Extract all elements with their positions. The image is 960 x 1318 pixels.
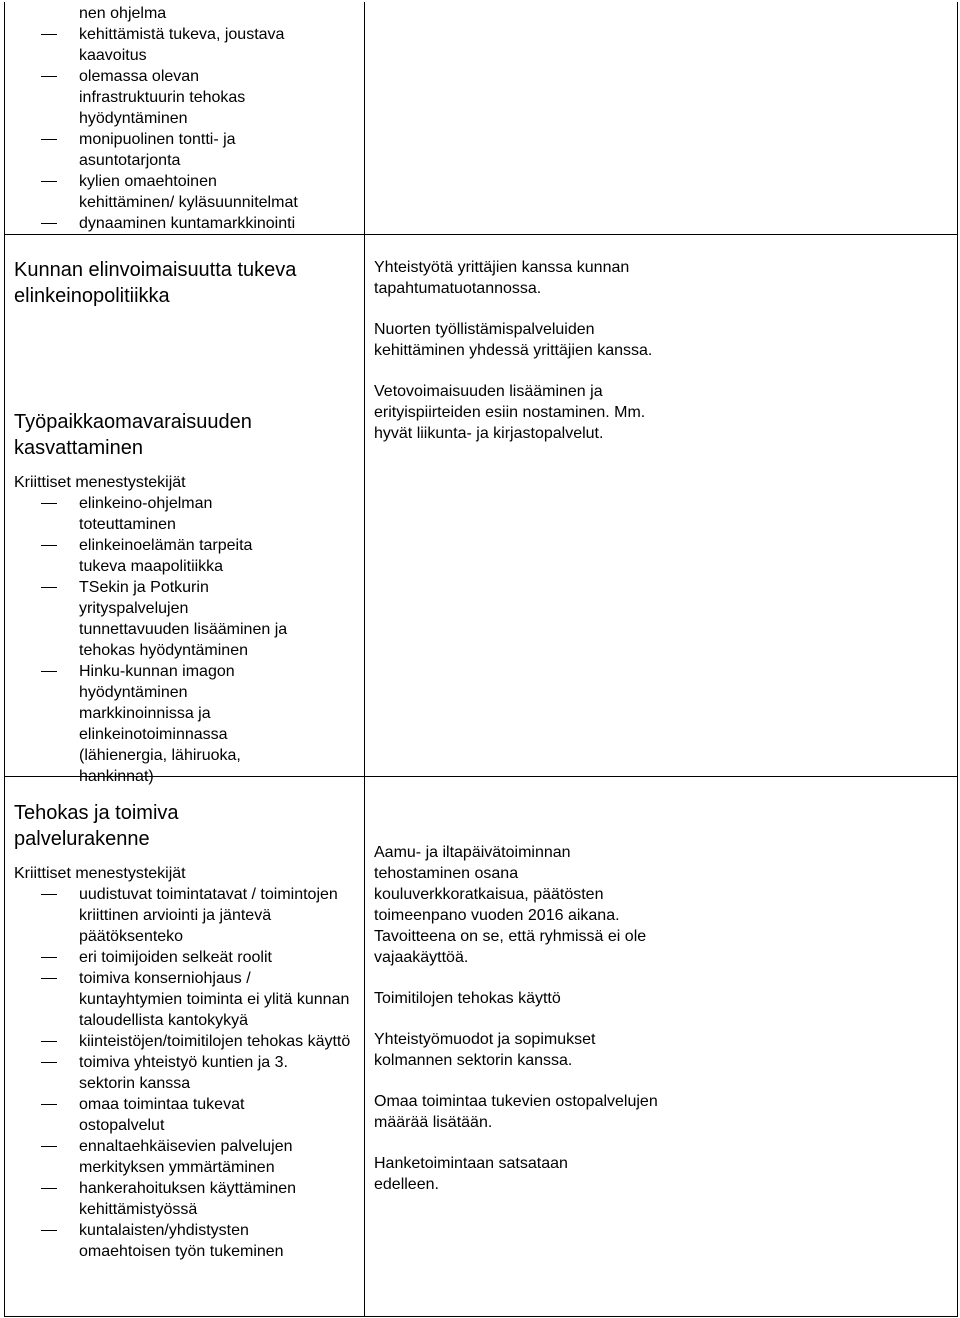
row-divider-1: [4, 234, 958, 235]
row3-right-cell: [374, 842, 669, 1195]
list-item: uudistuvat toimintatavat / toimintojen kriittinen arviointi ja jäntevä päätöksenteko: [14, 884, 344, 947]
row2-left-cell: [14, 257, 354, 787]
table-bottom-border: [4, 1316, 958, 1317]
table-left-border: [4, 2, 5, 1316]
row1-left-cell: [14, 3, 354, 234]
section-heading-tyopaikkaomavaraisuus: Työpaikkaomavaraisuuden kasvattaminen: [14, 411, 252, 459]
paragraph: Yhteistyömuodot ja sopimukset kolmannen sektorin kanssa.: [374, 1031, 596, 1069]
row1-list: [14, 24, 304, 234]
paragraph: Yhteistyötä yrittäjien kanssa kunnan tapahtumatuotannossa.: [374, 259, 630, 297]
list-item: eri toimijoiden selkeät roolit: [14, 947, 354, 968]
list-item: kiinteistöjen/toimitilojen tehokas käyttö: [14, 1031, 354, 1052]
list-item: kylien omaehtoinen kehittäminen/ kyläsuunnitelmat: [14, 171, 304, 213]
row3-list: [14, 884, 354, 1262]
subheading-kriittiset: Kriittiset menestystekijät: [14, 865, 186, 882]
row2-list: [14, 493, 289, 787]
list-item: Hinku-kunnan imagon hyödyntäminen markkinoinnissa ja elinkeinotoiminnassa (lähienergia, lähiruoka, hankinnat): [14, 661, 289, 787]
continuation-text: nen ohjelma: [79, 5, 167, 22]
paragraph: Omaa toimintaa tukevien ostopalvelujen määrää lisätään.: [374, 1093, 658, 1131]
list-item: TSekin ja Potkurin yrityspalvelujen tunnettavuuden lisääminen ja tehokas hyödyntäminen: [14, 577, 289, 661]
list-item: toimiva konserniohjaus / kuntayhtymien toiminta ei ylitä kunnan taloudellista kantokykyä: [14, 968, 354, 1031]
paragraph: Hanketoimintaan satsataan edelleen.: [374, 1155, 568, 1193]
paragraph: Toimitilojen tehokas käyttö: [374, 990, 561, 1007]
list-item: dynaaminen kuntamarkkinointi: [14, 213, 304, 234]
list-item: omaa toimintaa tukevat ostopalvelut: [14, 1094, 299, 1136]
list-item: elinkeinoelämän tarpeita tukeva maapolitiikka: [14, 535, 289, 577]
row3-left-cell: [14, 800, 354, 1262]
table-right-border: [957, 2, 958, 1316]
table-middle-divider: [364, 2, 365, 1316]
subheading-kriittiset: Kriittiset menestystekijät: [14, 474, 186, 491]
list-item: elinkeino-ohjelman toteuttaminen: [14, 493, 289, 535]
section-heading-elinkeinopolitiikka: Kunnan elinvoimaisuutta tukeva elinkeinopolitiikka: [14, 259, 297, 307]
paragraph: Nuorten työllistämispalveluiden kehittäminen yhdessä yrittäjien kanssa.: [374, 321, 653, 359]
list-item: toimiva yhteistyö kuntien ja 3. sektorin kanssa: [14, 1052, 334, 1094]
paragraph: Aamu- ja iltapäivätoiminnan tehostaminen osana kouluverkkoratkaisua, päätösten toimeenpano vuoden 2016 aikana. Tavoitteena on se, että ryhmissä ei ole vajaakäyttöä.: [374, 844, 647, 966]
list-item: kuntalaisten/yhdistysten omaehtoisen työn tukeminen: [14, 1220, 344, 1262]
paragraph: Vetovoimaisuuden lisääminen ja erityispiirteiden esiin nostaminen. Mm. hyvät liikunta- ja kirjastopalvelut.: [374, 383, 646, 442]
row2-right-cell: [374, 257, 674, 444]
list-item: monipuolinen tontti- ja asuntotarjonta: [14, 129, 304, 171]
section-heading-palvelurakenne: Tehokas ja toimiva palvelurakenne: [14, 802, 179, 850]
list-item: hankerahoituksen käyttäminen kehittämistyössä: [14, 1178, 354, 1220]
list-item: kehittämistä tukeva, joustava kaavoitus: [14, 24, 304, 66]
list-item: olemassa olevan infrastruktuurin tehokas hyödyntäminen: [14, 66, 304, 129]
list-item: ennaltaehkäisevien palvelujen merkityksen ymmärtäminen: [14, 1136, 344, 1178]
